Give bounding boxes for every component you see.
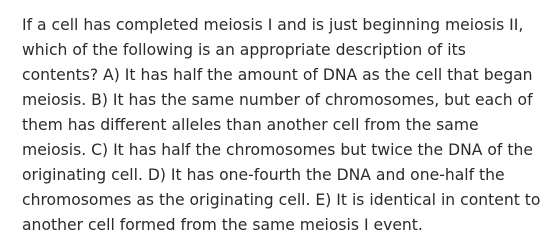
question-text: If a cell has completed meiosis I and is just beginning meiosis II, which of the following is an appropriate description of its contents? A) It has half the amount of DNA as the cell that began meiosis. B) It has the same number of chromosomes, but each of them has different alleles than another cell from the same meiosis. C) It has half the chromosomes but twice the DNA of the originating cell. D) It has one-fourth the DNA and one-half the chromosomes as the originating cell. E) It is identical in content to another cell formed from the same meiosis I event.: [22, 16, 541, 234]
